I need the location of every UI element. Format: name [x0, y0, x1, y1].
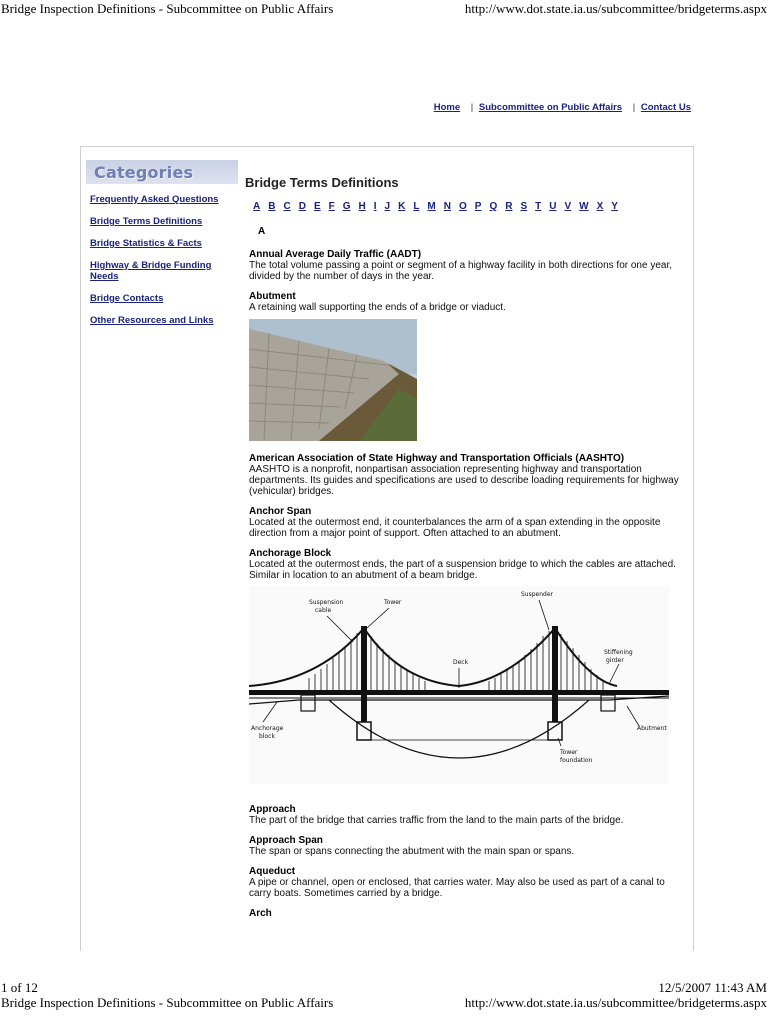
alpha-link[interactable]: T — [535, 201, 542, 212]
alpha-link[interactable]: P — [474, 201, 482, 212]
alpha-link[interactable]: R — [505, 201, 513, 212]
alpha-link[interactable]: H — [358, 201, 366, 212]
term-definition: The span or spans connecting the abutment with the main span or spans. — [249, 846, 575, 857]
print-header-url: http://www.dot.state.ia.us/subcommittee/bridgeterms.aspx — [464, 1, 767, 16]
alpha-link[interactable]: E — [313, 201, 321, 212]
alpha-link[interactable]: L — [413, 201, 420, 212]
term-entry — [249, 835, 685, 857]
sidebar-link-statistics[interactable]: Bridge Statistics & Facts — [90, 238, 202, 249]
alpha-link[interactable]: S — [520, 201, 528, 212]
term-definition: The total volume passing a point or segment of a highway facility in both directions for one year, divided by the number of days in the year. — [249, 260, 673, 282]
alpha-link[interactable]: K — [398, 201, 406, 212]
alpha-link[interactable]: I — [373, 201, 377, 212]
nav-subcommittee-link[interactable]: Subcommittee on Public Affairs — [478, 102, 623, 113]
diagram-label: Tower — [560, 749, 578, 756]
print-footer-title: Bridge Inspection Definitions - Subcommittee on Public Affairs — [1, 995, 334, 1010]
sidebar-link-bridge-terms[interactable]: Bridge Terms Definitions — [90, 216, 203, 227]
abutment-photo — [249, 319, 417, 441]
diagram-label: cable — [315, 607, 332, 614]
alpha-link[interactable]: V — [564, 201, 572, 212]
alpha-link[interactable]: Q — [489, 201, 498, 212]
nav-home-link[interactable]: Home — [433, 102, 461, 113]
diagram-label: Suspender — [521, 591, 554, 598]
sidebar-link-funding[interactable]: Highway & Bridge Funding Needs — [90, 260, 212, 282]
nav-separator: | — [632, 102, 636, 113]
main-content — [245, 175, 685, 928]
term-definition: The part of the bridge that carries traffic from the land to the main parts of the bridge. — [249, 815, 624, 826]
term-name: Anchor Span — [249, 506, 312, 517]
term-entry — [249, 548, 685, 581]
sidebar-links — [86, 194, 238, 326]
bridge-diagram-svg — [249, 586, 669, 784]
top-navigation — [434, 102, 691, 113]
term-name: Aqueduct — [249, 866, 296, 877]
alpha-link[interactable]: B — [268, 201, 276, 212]
term-definition: AASHTO is a nonprofit, nonpartisan association representing highway and transportation departments. Its guides and specifications are used to describe loading requirements for highway (vehicular) bridges. — [249, 464, 679, 497]
print-footer-page: 1 of 12 — [1, 980, 38, 995]
term-entry — [249, 453, 685, 497]
categories-heading: Categories — [94, 163, 194, 182]
term-name: Anchorage Block — [249, 548, 332, 559]
alpha-link[interactable]: D — [298, 201, 306, 212]
alpha-link[interactable]: C — [283, 201, 291, 212]
diagram-label: Abutment — [637, 725, 667, 732]
section-letter: A — [258, 226, 266, 237]
alpha-link[interactable]: W — [579, 201, 589, 212]
categories-header — [86, 160, 238, 184]
sidebar — [86, 160, 238, 337]
sidebar-link-faq[interactable]: Frequently Asked Questions — [90, 194, 219, 205]
term-name: Arch — [249, 908, 272, 919]
retaining-wall-image — [249, 319, 417, 441]
diagram-label: Anchorage — [251, 725, 284, 732]
page-title: Bridge Terms Definitions — [245, 175, 399, 190]
term-entry — [249, 291, 685, 313]
term-entry — [249, 249, 685, 282]
term-name: Approach — [249, 804, 296, 815]
alpha-link[interactable]: U — [549, 201, 557, 212]
diagram-label: foundation — [560, 757, 593, 764]
term-name: Approach Span — [249, 835, 323, 846]
terms-list — [249, 249, 685, 919]
alpha-link[interactable]: J — [384, 201, 391, 212]
term-definition: Located at the outermost end, it counterbalances the arm of a span extending in the opposite direction from a major point of support. Often attached to an abutment. — [249, 517, 661, 539]
term-definition: Located at the outermost ends, the part of a suspension bridge to which the cables are attached. Similar in location to an abutment of a beam bridge. — [249, 559, 676, 581]
alpha-link[interactable]: O — [459, 201, 467, 212]
nav-contact-link[interactable]: Contact Us — [640, 102, 691, 113]
alphabet-index — [253, 201, 685, 212]
diagram-label: Deck — [453, 659, 469, 666]
term-name: American Association of State Highway and Transportation Officials (AASHTO) — [249, 453, 625, 464]
term-definition: A pipe or channel, open or enclosed, that carries water. May also be used as part of a canal to carry boats. Sometimes carried by a bridge. — [249, 877, 665, 899]
diagram-label: block — [259, 733, 275, 740]
alpha-link[interactable]: F — [328, 201, 335, 212]
print-footer-url: http://www.dot.state.ia.us/subcommittee/bridgeterms.aspx — [464, 995, 767, 1010]
term-entry — [249, 506, 685, 539]
term-name: Abutment — [249, 291, 296, 302]
term-entry — [249, 804, 685, 826]
diagram-label: Tower — [384, 599, 402, 606]
nav-separator: | — [470, 102, 474, 113]
alpha-link[interactable]: M — [427, 201, 436, 212]
alpha-link[interactable]: N — [443, 201, 451, 212]
suspension-bridge-diagram — [249, 586, 669, 784]
sidebar-link-resources[interactable]: Other Resources and Links — [90, 315, 214, 326]
sidebar-link-contacts[interactable]: Bridge Contacts — [90, 293, 164, 304]
alpha-link[interactable]: Y — [611, 201, 618, 212]
term-name: Annual Average Daily Traffic (AADT) — [249, 249, 422, 260]
term-entry — [249, 908, 685, 919]
print-footer-datetime: 12/5/2007 11:43 AM — [658, 980, 767, 995]
diagram-label: Suspension — [309, 599, 344, 606]
print-header-title: Bridge Inspection Definitions - Subcommittee on Public Affairs — [1, 1, 334, 16]
term-definition: A retaining wall supporting the ends of a bridge or viaduct. — [249, 302, 506, 313]
diagram-label: Stiffening — [604, 649, 633, 656]
alpha-link[interactable]: A — [253, 201, 261, 212]
alpha-link[interactable]: X — [596, 201, 604, 212]
diagram-label: girder — [606, 657, 624, 664]
alpha-link[interactable]: G — [342, 201, 351, 212]
term-entry — [249, 866, 685, 899]
